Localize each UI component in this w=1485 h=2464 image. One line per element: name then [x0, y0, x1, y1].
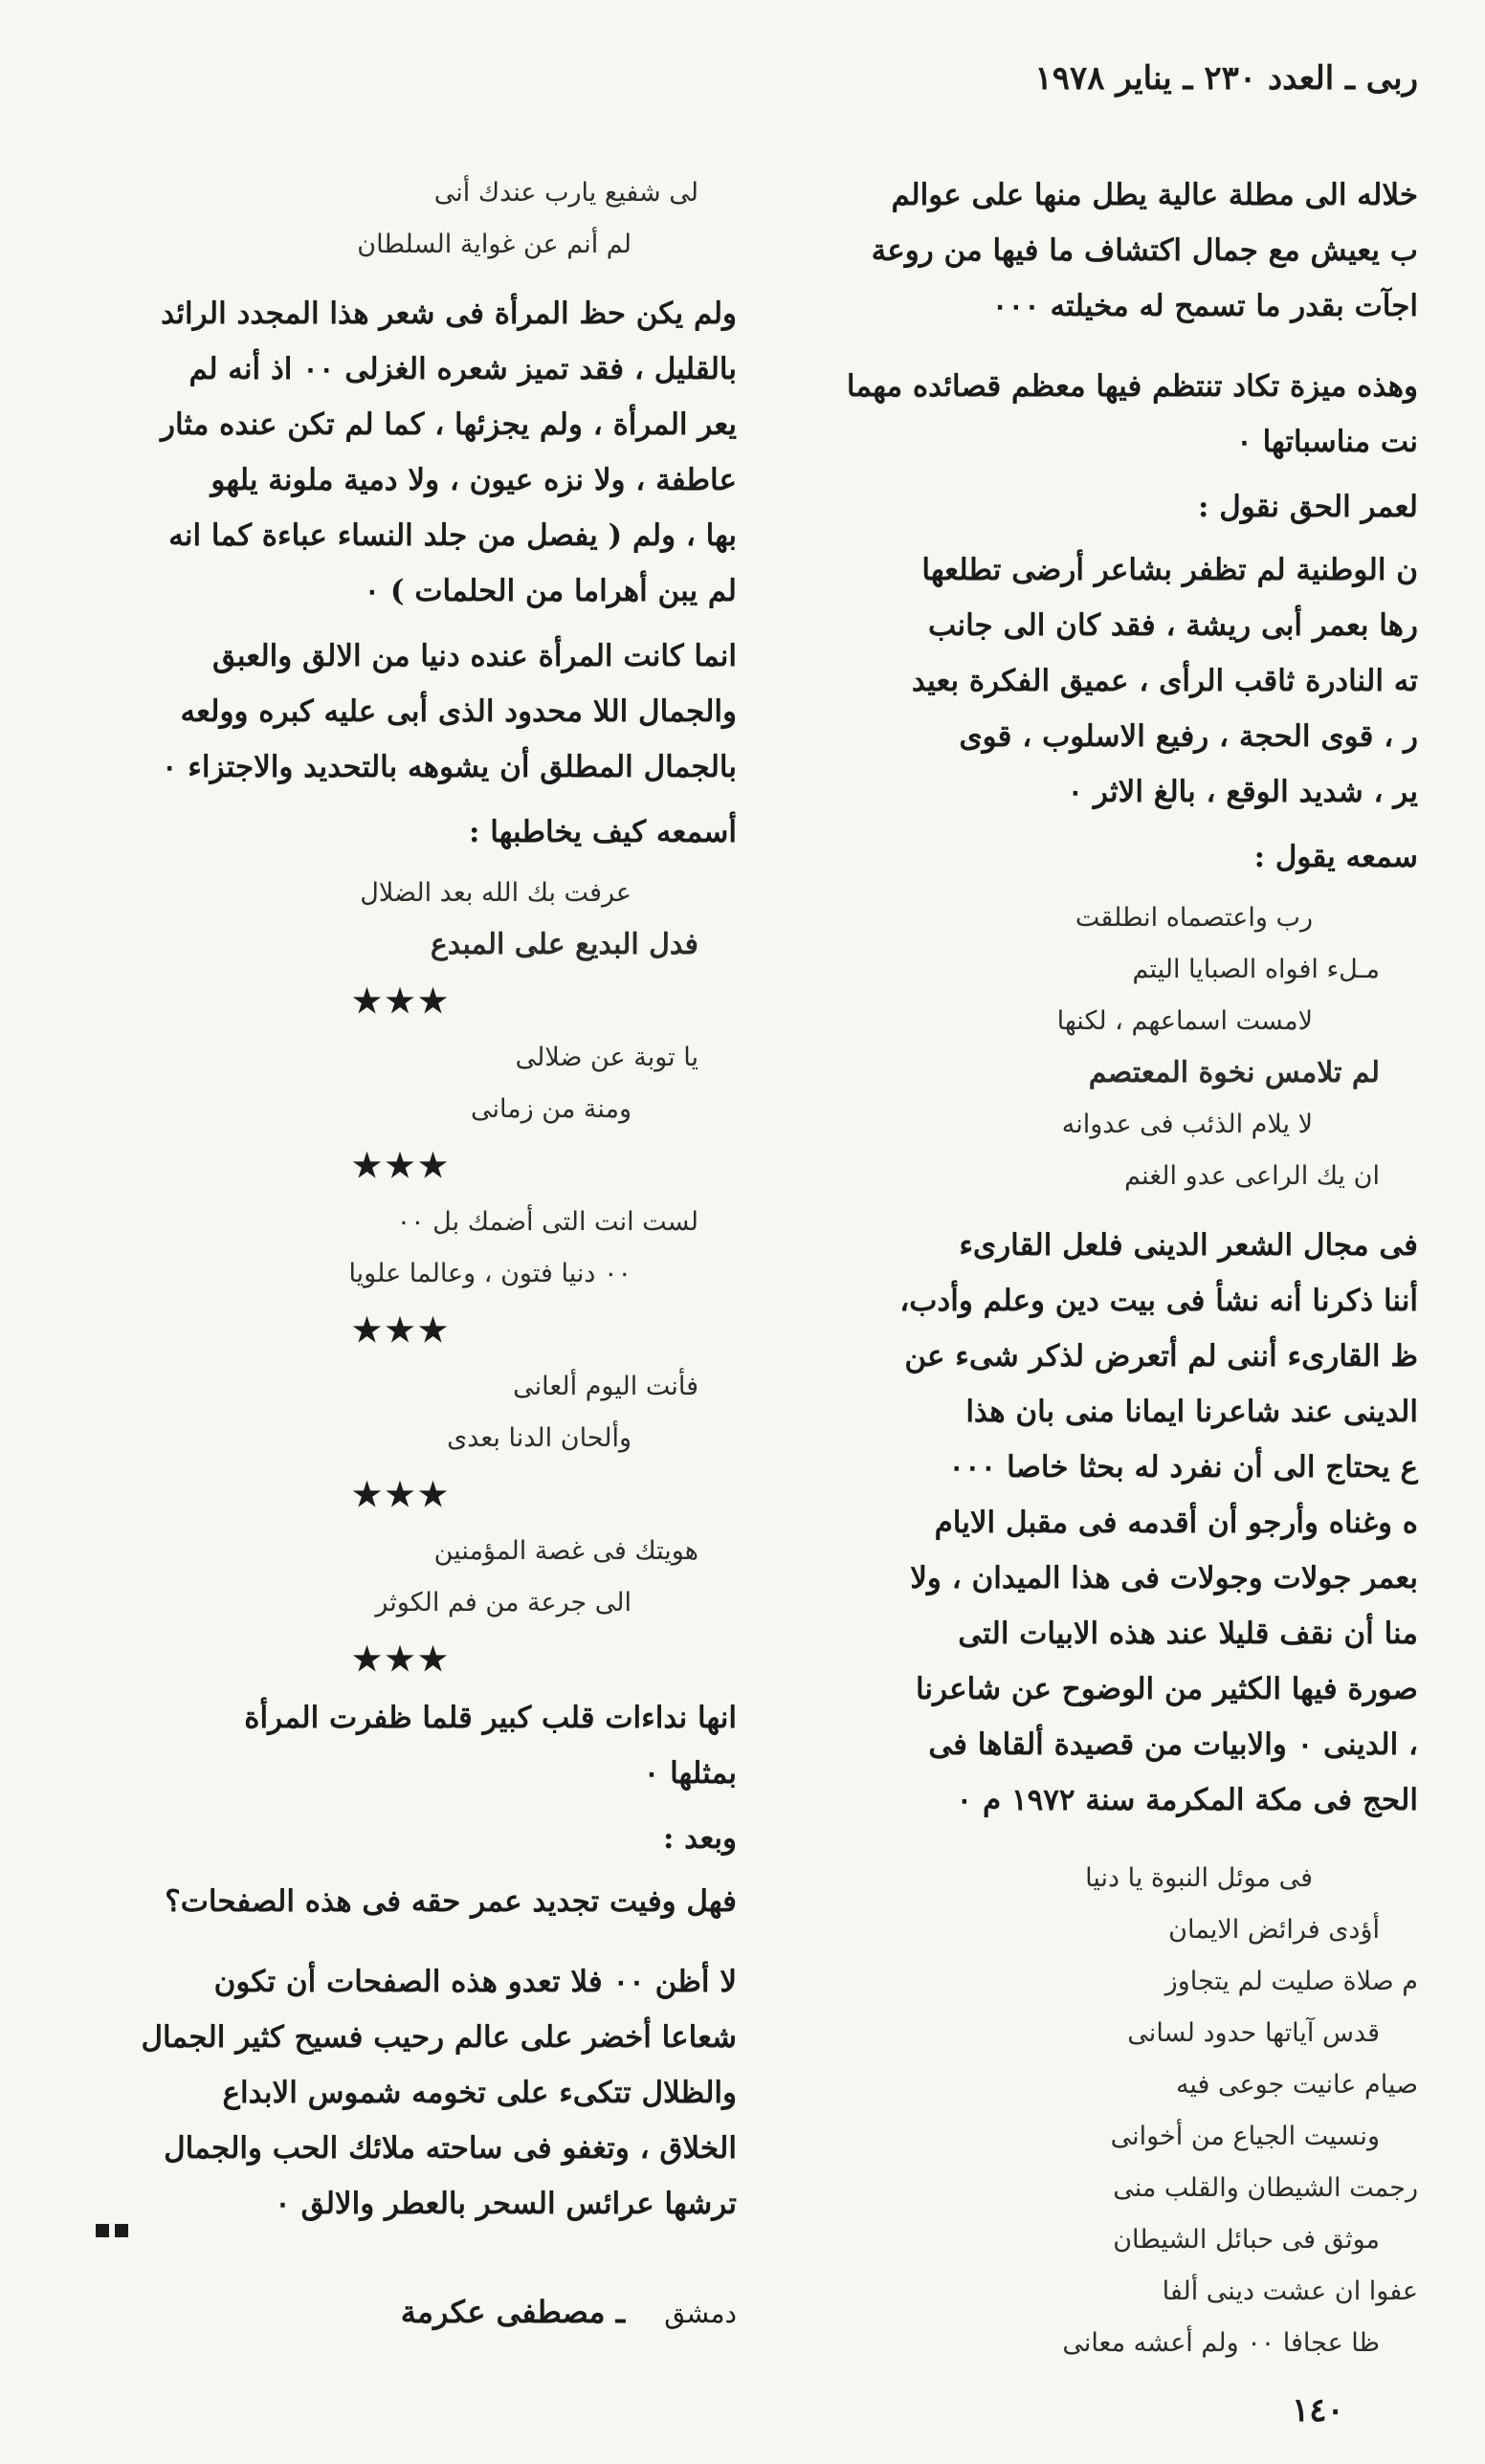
- verse-line: مـلء افواه الصبايا اليتم: [1132, 955, 1380, 984]
- verse-line: الى جرعة من فم الكوثر: [375, 1588, 632, 1617]
- end-mark-icon: [96, 2224, 109, 2237]
- verse-line: فدل البديع على المبدع: [430, 928, 698, 961]
- right-column: [758, 167, 1418, 2369]
- text-line: ولم يكن حظ المرأة فى شعر هذا المجدد الرائد: [161, 297, 737, 331]
- paragraph: [67, 1874, 737, 1929]
- text-line: ير ، شديد الوقع ، بالغ الاثر ٠: [1067, 775, 1418, 809]
- text-line: بالجمال المطلق أن يشوهه بالتحديد والاجتزاء ٠: [161, 750, 737, 784]
- text-line: لم يبن أهراما من الحلمات ) ٠: [364, 574, 737, 608]
- text-line: ، الدينى ٠ والابيات من قصيدة ألقاها فى: [928, 1727, 1418, 1762]
- text-line: ر ، قوى الحجة ، رفيع الاسلوب ، قوى: [959, 719, 1418, 754]
- verse-line: رجمت الشيطان والقلب منى: [1113, 2173, 1418, 2203]
- left-column: [67, 167, 737, 2241]
- stars-divider: ★★★: [352, 1640, 452, 1679]
- text-line: الحج فى مكة المكرمة سنة ١٩٧٢ م ٠: [956, 1783, 1418, 1817]
- stars-divider: ★★★: [352, 1311, 452, 1350]
- verse-line: ونسيت الجياع من أخوانى: [1110, 2122, 1380, 2151]
- stars-divider: ★★★: [352, 982, 452, 1021]
- verse-line: ومنة من زمانى: [470, 1094, 632, 1124]
- subheading: لعمر الحق نقول :: [1197, 490, 1418, 524]
- text-line: وهذه ميزة تكاد تنتظم فيها معظم قصائده مهما: [846, 369, 1418, 404]
- text-line: والظلال تتكىء على تخومه شموس الابداع: [222, 2076, 737, 2110]
- paragraph: [67, 628, 737, 795]
- text-line: انها نداءات قلب كبير قلما ظفرت المرأة: [244, 1701, 737, 1735]
- text-line: ن الوطنية لم تظفر بشاعر أرضى تطلعها: [921, 553, 1418, 587]
- verse-line: لا يلام الذئب فى عدوانه: [1061, 1110, 1313, 1139]
- text-line: بمثلها ٠: [643, 1756, 737, 1791]
- verse-line: يا توبة عن ضلالى: [515, 1043, 698, 1072]
- paragraph: [758, 167, 1418, 334]
- poem-stanza: [67, 868, 737, 971]
- poem-block: [67, 167, 737, 271]
- verse-line: ان يك الراعى عدو الغنم: [1124, 1161, 1380, 1191]
- poem-block: [758, 892, 1418, 1202]
- paragraph: [67, 286, 737, 619]
- verse-line: لم تلامس نخوة المعتصم: [1088, 1056, 1380, 1089]
- running-header: ربى ـ العدد ٢٣٠ ـ يناير ١٩٧٨: [1034, 59, 1418, 98]
- paragraph: [67, 1690, 737, 1801]
- stars-divider: ★★★: [352, 1476, 452, 1514]
- poem-stanza: [67, 1526, 737, 1629]
- verse-line: وألحان الدنا بعدى: [447, 1423, 632, 1453]
- verse-line: عفوا ان عشت دينى ألفا: [1162, 2277, 1418, 2306]
- text-line: ظ القارىء أننى لم أتعرض لذكر شىء عن: [904, 1339, 1418, 1374]
- poem-stanza: [67, 1032, 737, 1135]
- text-line: لا أظن ٠٠ فلا تعدو هذه الصفحات أن تكون: [213, 1965, 737, 1999]
- text-line: ب يعيش مع جمال اكتشاف ما فيها من روعة: [871, 233, 1418, 268]
- signature-place: دمشق: [664, 2298, 737, 2329]
- text-line: بالقليل ، فقد تميز شعره الغزلى ٠٠ اذ أنه لم: [188, 352, 737, 386]
- verse-line: لامست اسماعهم ، لكنها: [1056, 1006, 1313, 1036]
- verse-line: لى شفيع يارب عندك أنى: [433, 178, 698, 208]
- text-line: ع يحتاج الى أن نفرد له بحثا خاصا ٠٠٠: [948, 1450, 1418, 1485]
- text-line: صورة فيها الكثير من الوضوح عن شاعرنا: [915, 1672, 1418, 1706]
- verse-line: م صلاة صليت لم يتجاوز: [1164, 1967, 1418, 1996]
- verse-line: هويتك فى غصة المؤمنين: [433, 1536, 698, 1566]
- verse-line: فأنت اليوم ألعانى: [513, 1372, 698, 1401]
- poem-block: [758, 1853, 1418, 2369]
- text-line: يعر المرأة ، ولم يجزئها ، كما لم تكن عنده مثار: [160, 407, 737, 442]
- text-line: بها ، ولم ( يفصل من جلد النساء عباءة كما انه: [168, 518, 737, 553]
- verse-line: أؤدى فرائض الايمان: [1168, 1915, 1380, 1945]
- end-mark-icon: [115, 2224, 128, 2237]
- text-line: نت مناسباتها ٠: [1236, 425, 1418, 459]
- verse-line: لم أنم عن غواية السلطان: [357, 230, 632, 259]
- text-line: فى مجال الشعر الدينى فلعل القارىء: [959, 1228, 1418, 1263]
- poem-stanza: [67, 1197, 737, 1300]
- paragraph: [758, 359, 1418, 470]
- text-line: الدينى عند شاعرنا ايمانا منى بان هذا: [965, 1395, 1418, 1429]
- text-line: اجآت بقدر ما تسمح له مخيلته ٠٠٠: [991, 289, 1418, 323]
- text-line: ته النادرة ثاقب الرأى ، عميق الفكرة بعيد: [911, 664, 1418, 698]
- verse-line: رب واعتصماه انطلقت: [1075, 903, 1313, 933]
- verse-line: فى موئل النبوة يا دنيا: [1085, 1863, 1313, 1893]
- paragraph: [758, 1218, 1418, 1828]
- paragraph: [758, 542, 1418, 820]
- verse-line: عرفت بك الله بعد الضلال: [360, 878, 632, 908]
- text-line: بعمر جولات وجولات فى هذا الميدان ، ولا: [910, 1561, 1418, 1595]
- poem-stanza: [67, 1361, 737, 1464]
- text-line: أننا ذكرنا أنه نشأ فى بيت دين وعلم وأدب،: [899, 1284, 1418, 1318]
- paragraph: [67, 1954, 737, 2232]
- text-line: شعاعا أخضر على عالم رحيب فسيح كثير الجمال: [141, 2020, 737, 2055]
- text-line: فهل وفيت تجديد عمر حقه فى هذه الصفحات؟: [165, 1884, 737, 1919]
- verse-line: قدس آياتها حدود لسانى: [1127, 2018, 1380, 2048]
- verse-line: لست انت التى أضمك بل ٠٠: [396, 1207, 698, 1237]
- subheading: سمعه يقول :: [1253, 840, 1418, 874]
- text-line: ترشها عرائس السحر بالعطر والالق ٠: [275, 2187, 737, 2221]
- text-line: والجمال اللا محدود الذى أبى عليه كبره وولعه: [180, 694, 737, 729]
- stars-divider: ★★★: [352, 1147, 452, 1185]
- text-line: ه وغناه وأرجو أن أقدمه فى مقبل الايام: [934, 1506, 1418, 1540]
- verse-line: صيام عانيت جوعى فيه: [1175, 2070, 1418, 2100]
- text-line: انما كانت المرأة عنده دنيا من الالق والعبق: [212, 639, 737, 673]
- verse-line: موثق فى حبائل الشيطان: [1113, 2225, 1380, 2255]
- page-number: ١٤٠: [1292, 2391, 1344, 2430]
- verse-line: ظا عجافا ٠٠ ولم أعشه معانى: [1062, 2328, 1380, 2358]
- text-line: عاطفة ، ولا نزه عيون ، ولا دمية ملونة يلهو: [211, 463, 737, 497]
- subheading: وبعد :: [662, 1821, 737, 1856]
- verse-line: ٠٠ دنيا فتون ، وعالما علويا: [348, 1259, 632, 1288]
- author-signature: [201, 2294, 737, 2330]
- text-line: خلاله الى مطلة عالية يطل منها على عوالم: [891, 178, 1418, 212]
- text-line: رها بعمر أبى ريشة ، فقد كان الى جانب: [928, 608, 1418, 643]
- text-line: الخلاق ، وتغفو فى ساحته ملائك الحب والجمال: [164, 2131, 737, 2166]
- text-line: منا أن نقف قليلا عند هذه الابيات التى: [958, 1617, 1418, 1651]
- subheading: أسمعه كيف يخاطبها :: [469, 815, 737, 849]
- signature-author: ـ مصطفى عكرمة: [400, 2294, 626, 2330]
